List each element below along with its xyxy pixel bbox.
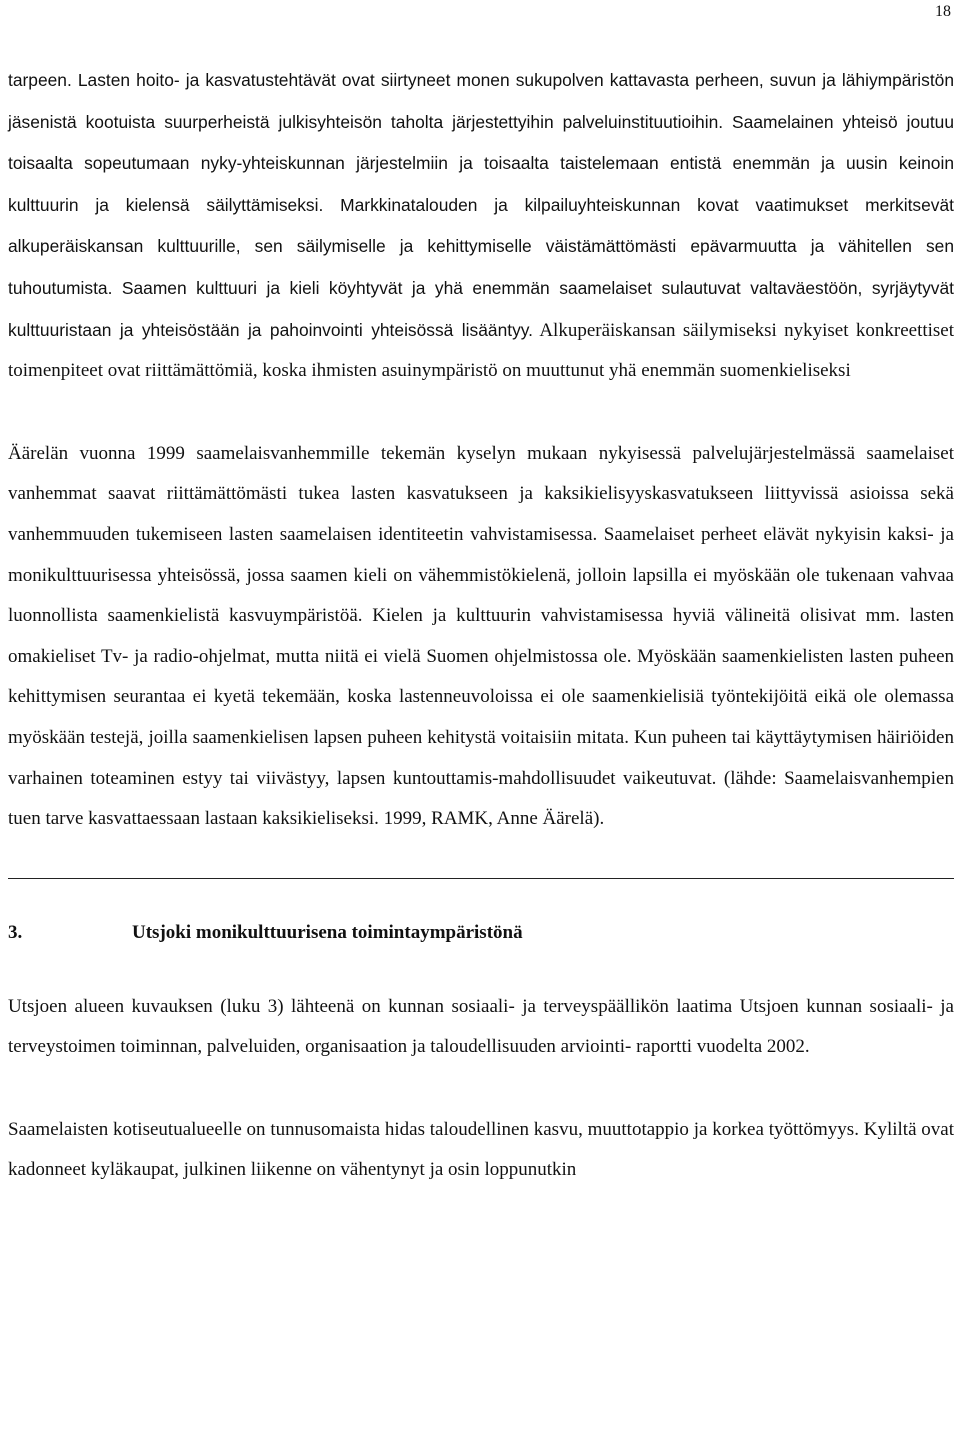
paragraph-2: Äärelän vuonna 1999 saamelaisvanhemmille tekemän kyselyn mukaan nykyisessä palvelujärjestelmässä saamelaiset vanhemmat saavat riittämättömästi tukea lasten kasvatukseen ja kaksikielisyyskasvatukseen liittyvissä asioissa sekä vanhemmuuden tukemiseen lasten saamelaisen identiteetin vahvistamisessa. Saamelaiset perheet elävät nykyisin kaksi- ja monikulttuurisessa yhteisössä, jossa saamen kieli on vähemmistökielenä, jolloin lapsilla ei myöskään ole tukenaan vahvaa luonnollista saamenkielistä kasvuympäristöä. Kielen ja kulttuurin vahvistamisessa hyviä välineitä olisivat mm. lasten omakieliset Tv- ja radio-ohjelmat, mutta niitä ei vielä Suomen ohjelmistossa ole. Myöskään saamenkielisten lasten puheen kehittymisen seurantaa ei kyetä tekemään, koska lastenneuvoloissa ei ole saamenkielisiä työntekijöitä eikä ole olemassa myöskään testejä, joilla saamenkielisen lapsen puheen kehitystä voitaisiin mitata. Kun puheen tai käyttäytymisen häiriöiden varhainen toteaminen estyy tai viivästyy, lapsen kuntouttamis-mahdollisuudet vaikeutuvat. (lähde: Saamelaisvanhempien tuen tarve kasvattaessaan lastaan kaksikieliseksi. 1999, RAMK, Anne Äärelä). — [8, 442, 954, 830]
section-number: 3. — [8, 921, 23, 943]
section-title: Utsjoki monikulttuurisena toimintaympäristönä — [132, 921, 523, 943]
paragraph-3: Utsjoen alueen kuvauksen (luku 3) lähteenä on kunnan sosiaali- ja terveyspäällikön laatima Utsjoen kunnan sosiaali- ja terveystoimen toiminnan, palveluiden, organisaation ja taloudellisuuden arviointi- raportti vuodelta 2002. — [8, 995, 954, 1058]
paragraph-1-part-a: tarpeen. Lasten hoito- ja kasvatustehtävät ovat siirtyneet monen sukupolven kattavasta perheen, suvun ja lähiympäristön jäsenistä kootuista suurperheistä julkisyhteisön taholta järjestettyihin palveluinstituutioihin. Saamelainen yhteisö joutuu toisaalta sopeutumaan nyky-yhteiskunnan järjestelmiin ja toisaalta taistelemaan entistä enemmän ja uusin keinoin kulttuurin ja kielensä säilyttämiseksi. Markkinatalouden ja kilpailuyhteiskunnan kovat vaatimukset merkitsevät alkuperäiskansan kulttuurille, sen säilymiselle ja kehittymiselle väistämättömästi epävarmuutta ja vähitellen sen tuhoutumista. Saamen kulttuuri ja kieli köyhtyvät ja yhä enemmän saamelaiset sulautuvat valtaväestöön, syrjäytyvät kulttuuristaan ja yhteisöstään ja pahoinvointi yhteisössä lisääntyy. — [8, 70, 954, 340]
paragraph-1 — [8, 60, 954, 392]
page-number: 18 — [935, 3, 951, 20]
paragraph-1-part-b: Alkuperäiskansan säilymiseksi nykyiset konkreettiset toimenpiteet ovat riittämättömiä, koska ihmisten asuinympäristö on muuttunut yhä enemmän suomenkieliseksi — [8, 319, 955, 382]
document-body — [8, 60, 954, 1191]
section-divider — [8, 878, 954, 879]
paragraph-4: Saamelaisten kotiseutualueelle on tunnusomaista hidas taloudellinen kasvu, muuttotappio ja korkea työttömyys. Kyliltä ovat kadonneet kyläkaupat, julkinen liikenne on vähentynyt ja osin loppunutkin — [8, 1118, 954, 1181]
section-heading — [8, 921, 954, 945]
